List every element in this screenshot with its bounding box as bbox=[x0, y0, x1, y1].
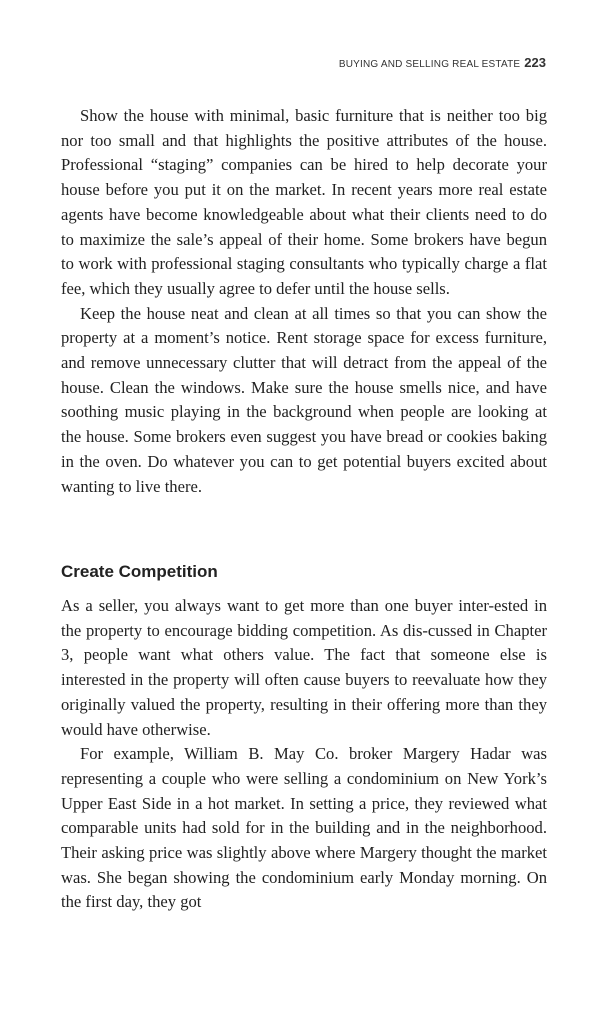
section-2-body bbox=[61, 594, 547, 915]
paragraph-bidding-competition: As a seller, you always want to get more than one buyer inter-ested in the property to encourage bidding competition. As dis-cussed in Chapter 3, people want what others value. The fact that someone else is interested in the property will often cause buyers to reevaluate how they originally valued the property, resulting in their offering more than they would have otherwise. bbox=[61, 596, 547, 739]
running-title: BUYING AND SELLING REAL ESTATE bbox=[338, 59, 521, 70]
paragraph-example-margery-hadar: For example, William B. May Co. broker Margery Hadar was representing a couple who were selling a condominium on New York’s Upper East Side in a hot market. In setting a price, they reviewed what comparable units had sold for in the building and in the neighborhood. Their asking price was slightly above where Margery thought the market was. She began showing the condominium early Monday morning. On the first day, they got bbox=[61, 744, 547, 912]
paragraph-keep-house-clean: Keep the house neat and clean at all times so that you can show the property at a moment’s notice. Rent storage space for excess furniture, and remove unnecessary clutter that will detract from the appeal of the house. Clean the windows. Make sure the house smells nice, and have soothing music playing in the background when people are looking at the house. Some brokers even suggest you have bread or cookies baking in the oven. Do whatever you can to get potential buyers excited about wanting to live there. bbox=[61, 303, 547, 496]
page-number: 223 bbox=[524, 55, 546, 70]
section-heading-create-competition: Create Competition bbox=[61, 562, 218, 581]
section-1-body bbox=[61, 104, 547, 499]
running-header bbox=[339, 55, 546, 70]
paragraph-staging: Show the house with minimal, basic furniture that is neither too big nor too small and that highlights the positive attributes of the house. Professional “staging” companies can be hired to help decorate your house before you put it on the market. In recent years more real estate agents have become knowledgeable about what their clients need to do to maximize the sale’s appeal of their home. Some brokers have begun to work with professional staging consultants who typically charge a flat fee, which they usually agree to defer until the house sells. bbox=[61, 106, 547, 298]
